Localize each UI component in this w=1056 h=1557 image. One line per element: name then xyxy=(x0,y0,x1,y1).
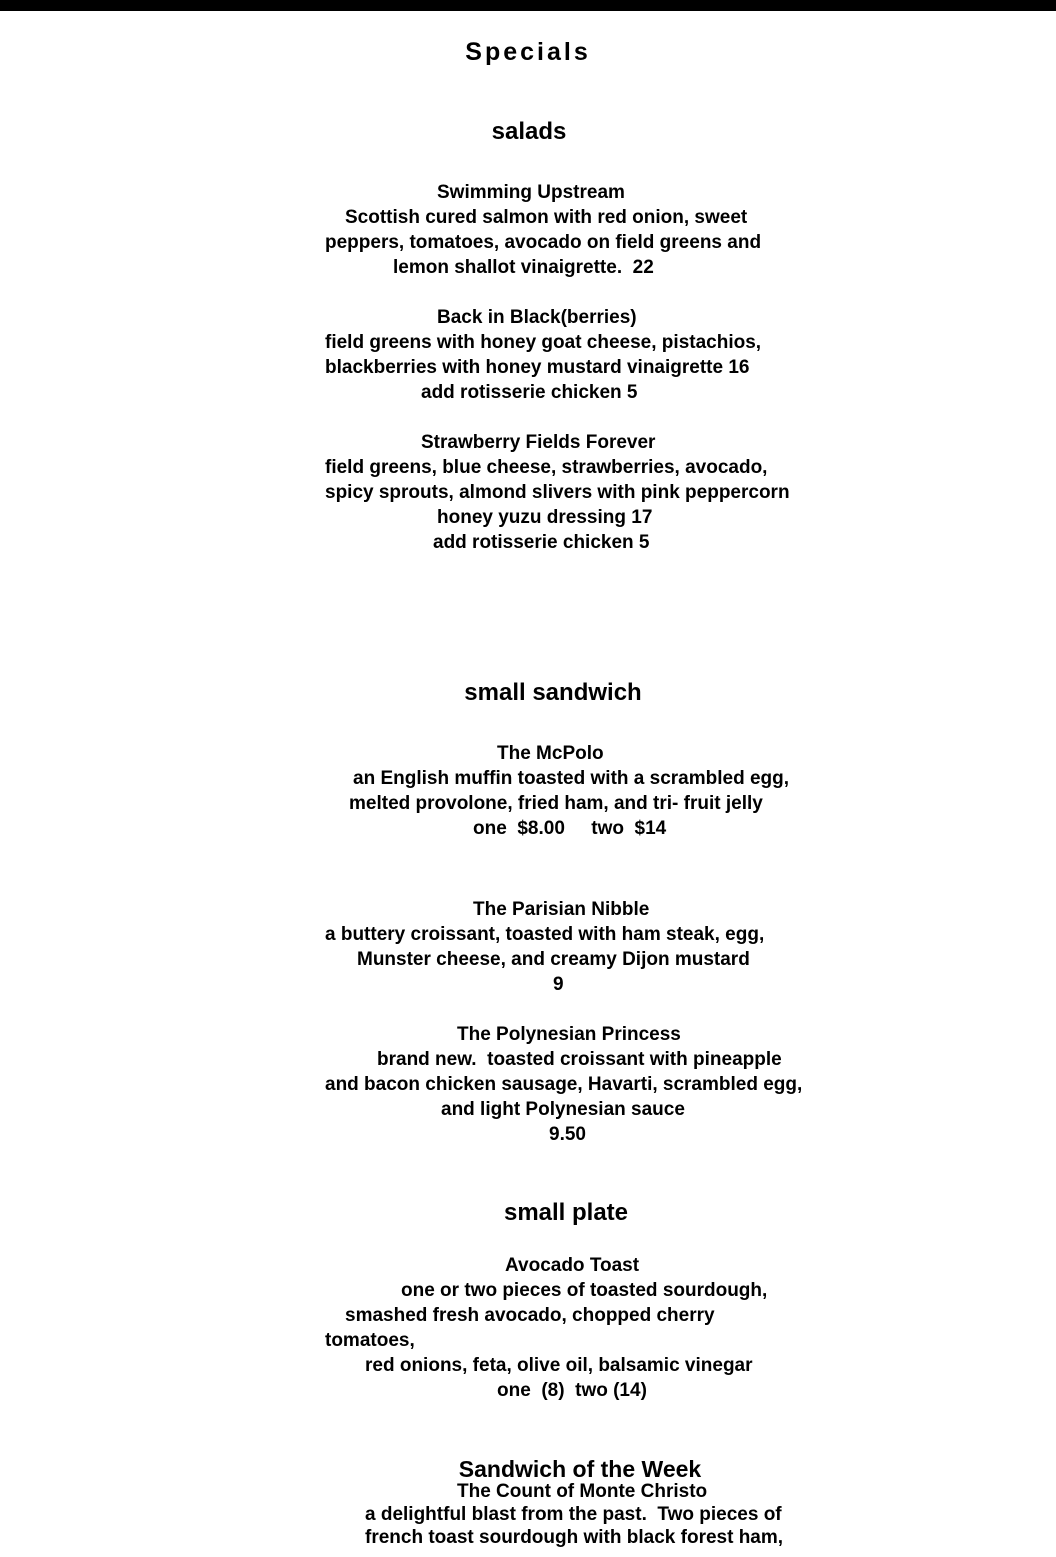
item-title: The Polynesian Princess xyxy=(457,1024,681,1045)
menu-item-parisian-nibble xyxy=(325,897,785,997)
item-description: honey yuzu dressing 17 xyxy=(437,507,653,528)
item-description: Munster cheese, and creamy Dijon mustard xyxy=(357,949,750,970)
menu-item-avocado-toast xyxy=(325,1253,785,1403)
section-heading-sandwich-of-the-week: Sandwich of the Week xyxy=(458,1456,702,1482)
menu-item-count-of-monte-christo xyxy=(325,1480,785,1549)
item-addon: add rotisserie chicken 5 xyxy=(421,382,638,403)
item-price: 9.50 xyxy=(549,1124,586,1145)
item-description: peppers, tomatoes, avocado on field greens and xyxy=(325,232,762,253)
item-description: field greens with honey goat cheese, pistachios, xyxy=(325,332,762,353)
item-price: 9 xyxy=(553,974,564,995)
item-price: one $8.00 two $14 xyxy=(473,818,667,839)
menu-item-back-in-black xyxy=(325,305,785,405)
item-description: a delightful blast from the past. Two pieces of xyxy=(365,1504,782,1525)
section-heading-small-plate: small plate xyxy=(503,1199,629,1226)
item-description: spicy sprouts, almond slivers with pink peppercorn xyxy=(325,482,790,503)
item-title: The McPolo xyxy=(497,743,604,764)
item-price: one (8) two (14) xyxy=(497,1380,647,1401)
item-title: The Parisian Nibble xyxy=(473,899,650,920)
item-description: a buttery croissant, toasted with ham steak, egg, xyxy=(325,924,765,945)
menu-item-strawberry-fields xyxy=(325,430,790,555)
section-heading-small-sandwich: small sandwich xyxy=(464,679,642,706)
page-title: Specials xyxy=(465,38,591,66)
menu-item-swimming-upstream xyxy=(325,180,785,280)
item-title: Back in Black(berries) xyxy=(437,307,637,328)
item-description: and light Polynesian sauce xyxy=(441,1099,685,1120)
item-description: red onions, feta, olive oil, balsamic vinegar xyxy=(365,1355,753,1376)
item-description: an English muffin toasted with a scrambled egg, xyxy=(353,768,790,789)
item-description: field greens, blue cheese, strawberries, avocado, xyxy=(325,457,768,478)
item-description: Scottish cured salmon with red onion, sweet xyxy=(345,207,748,228)
item-description: lemon shallot vinaigrette. 22 xyxy=(393,257,654,278)
item-title: Swimming Upstream xyxy=(437,182,625,203)
top-bar xyxy=(0,0,1056,11)
item-description: blackberries with honey mustard vinaigrette 16 xyxy=(325,357,750,378)
item-description: french toast sourdough with black forest ham, xyxy=(365,1527,784,1548)
section-heading-salads: salads xyxy=(491,118,567,145)
menu-item-polynesian-princess xyxy=(325,1022,803,1147)
item-title: Avocado Toast xyxy=(505,1255,640,1276)
item-description: tomatoes, xyxy=(325,1330,415,1351)
item-description: smashed fresh avocado, chopped cherry xyxy=(345,1305,715,1326)
item-title: Strawberry Fields Forever xyxy=(421,432,656,453)
item-title: The Count of Monte Christo xyxy=(457,1481,708,1502)
item-description: melted provolone, fried ham, and tri- fruit jelly xyxy=(349,793,763,814)
menu-item-mcpolo xyxy=(325,741,790,841)
item-description: brand new. toasted croissant with pineapple xyxy=(377,1049,782,1070)
item-description: and bacon chicken sausage, Havarti, scrambled egg, xyxy=(325,1074,803,1095)
item-addon: add rotisserie chicken 5 xyxy=(433,532,650,553)
item-description: one or two pieces of toasted sourdough, xyxy=(401,1280,768,1301)
